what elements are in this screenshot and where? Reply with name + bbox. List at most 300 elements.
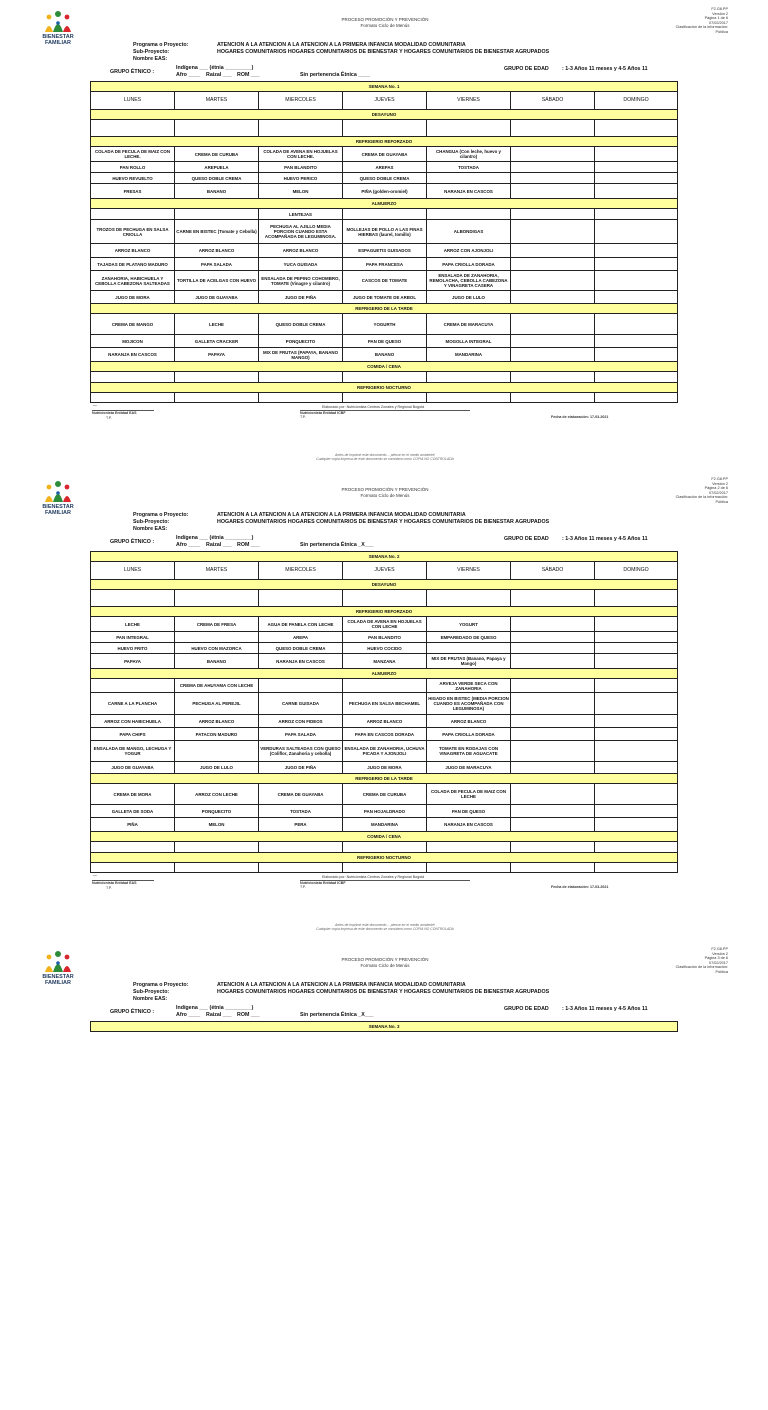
menu-cell: ARROZ BLANCO <box>259 244 343 258</box>
menu-cell: NARANJA EN CASCOS <box>259 654 343 669</box>
signature-icbf <box>300 875 470 890</box>
blank-row <box>91 393 678 403</box>
menu-cell: YOGURTH <box>343 314 427 335</box>
weekday-header: LUNES <box>91 562 175 580</box>
menu-cell <box>595 643 678 654</box>
menu-cell: TROZOS DE PECHUGA EN SALSA CRIOLLA <box>91 220 175 244</box>
menu-cell <box>511 314 595 335</box>
menu-cell: HUEVO PERICO <box>259 173 343 184</box>
menu-cell <box>595 184 678 199</box>
document-code-line: Página 2 de 6 <box>704 486 728 491</box>
menu-cell <box>595 335 678 348</box>
menu-cell: PAPA EN CASCOS DORADA <box>343 728 427 741</box>
menu-cell <box>427 372 511 383</box>
menu-cell <box>595 679 678 693</box>
document-code-line: Pública <box>715 499 728 504</box>
menu-cell <box>91 842 175 853</box>
menu-cell: PAPA SALADA <box>175 258 259 271</box>
signature-icbf <box>300 405 470 420</box>
document-code-line: Versión 2 <box>712 951 728 956</box>
menu-cell <box>511 693 595 715</box>
section-row <box>91 110 678 120</box>
menu-cell <box>511 173 595 184</box>
menu-cell <box>343 209 427 220</box>
section-almuerzo: ALMUERZO <box>91 669 678 679</box>
menu-cell <box>91 372 175 383</box>
menu-cell <box>595 173 678 184</box>
menu-cell <box>91 209 175 220</box>
subproyecto-value: HOGARES COMUNITARIOS HOGARES COMUNITARIOS DE BIENESTAR Y HOGARES COMUNITARIOS DE BIENESTAR AGRUPADOS <box>217 519 550 525</box>
section-row <box>91 199 678 209</box>
menu-cell <box>427 173 511 184</box>
signature-role: Nutricionista Entidad ICBF <box>300 880 346 885</box>
handwritten-signature: ~ <box>92 402 98 410</box>
menu-cell: COLADA DE AVENA EN HOJUELAS CON LECHE <box>343 617 427 632</box>
grupo-edad-label: GRUPO DE EDAD <box>504 536 549 542</box>
section-row <box>91 607 678 617</box>
menu-cell: YUCA GUISADA <box>259 258 343 271</box>
programa-label: Programa o Proyecto: <box>133 512 189 518</box>
print-note-line: Antes de imprimir este documento… piense en el medio ambiente! <box>334 453 436 457</box>
menu-cell <box>511 805 595 818</box>
menu-cell <box>427 590 511 607</box>
menu-cell: CREMA DE CURUBA <box>343 784 427 805</box>
grupo-edad-value: : 1-3 Años 11 meses y 4-5 Años 11 <box>562 536 648 542</box>
menu-cell: AREPAS <box>343 162 427 173</box>
menu-cell: PONQUECITO <box>175 805 259 818</box>
menu-cell <box>91 679 175 693</box>
menu-cell: CARNE A LA PLANCHA <box>91 693 175 715</box>
menu-cell: CHANGUA (Con leche, huevo y cilantro) <box>427 147 511 162</box>
menu-row <box>91 741 678 762</box>
handwritten-signature: ~ <box>92 872 98 880</box>
blank-row <box>91 863 678 873</box>
menu-cell: MELON <box>259 184 343 199</box>
menu-cell <box>595 805 678 818</box>
document-code-line: Página 1 de 6 <box>704 16 728 21</box>
section-row <box>91 853 678 863</box>
menu-row <box>91 220 678 244</box>
menu-cell <box>91 393 175 403</box>
document-code-line: Clasificación de la información: <box>675 495 728 500</box>
menu-cell <box>511 335 595 348</box>
menu-cell: AGUA DE PANELA CON LECHE <box>259 617 343 632</box>
menu-cell: PAN DE QUESO <box>343 335 427 348</box>
weekday-header: MIERCOLES <box>259 562 343 580</box>
menu-cell: CREMA DE MORA <box>91 784 175 805</box>
menu-cell <box>511 617 595 632</box>
menu-cell <box>595 244 678 258</box>
menu-cell: MANDARINA <box>427 348 511 362</box>
process-title: PROCESO PROMOCIÓN Y PREVENCIÓN <box>341 487 429 492</box>
menu-cell <box>427 393 511 403</box>
menu-cell <box>595 762 678 774</box>
menu-cell: HUEVO FRITO <box>91 643 175 654</box>
menu-row <box>91 805 678 818</box>
menu-cell <box>595 291 678 304</box>
family-logo-icon <box>43 10 73 34</box>
afro-field: Afro ____ <box>176 542 201 548</box>
menu-cell: PAPA FRANCESA <box>343 258 427 271</box>
menu-cell <box>175 842 259 853</box>
menu-cell: PAN DE QUESO <box>427 805 511 818</box>
menu-cell <box>259 372 343 383</box>
menu-cell <box>259 863 343 873</box>
menu-row <box>91 348 678 362</box>
weekday-header: VIERNES <box>427 562 511 580</box>
sin-pertenencia-field: Sin pertenencia Étnica ____ <box>300 72 371 78</box>
menu-cell <box>595 693 678 715</box>
menu-page <box>0 470 768 940</box>
menu-cell: QUESO DOBLE CREMA <box>259 314 343 335</box>
menu-cell: PECHUGA EN SALSA BECHAMEL <box>343 693 427 715</box>
grupo-edad-label: GRUPO DE EDAD <box>504 1006 549 1012</box>
menu-cell <box>511 632 595 643</box>
menu-cell <box>595 863 678 873</box>
elaborado-por: Elaborado por: Nutricionista Centros Zonales y Regional Bogotá <box>322 875 425 879</box>
menu-cell: ZANAHORIA, HABICHUELA Y CEBOLLA CABEZONA SALTEADAS <box>91 271 175 291</box>
menu-row <box>91 209 678 220</box>
weekday-header-row <box>91 92 678 110</box>
menu-cell <box>511 393 595 403</box>
icbf-logo <box>34 10 82 46</box>
menu-cell: JUGO DE PIÑA <box>259 762 343 774</box>
menu-cell: ENSALADA DE ZANAHORIA, REMOLACHA, CEBOLLA CABEZONA Y VINAGRETA CASERA <box>427 271 511 291</box>
menu-cell: HIGADO EN BISTEC (MEDIA PORCION CUANDO ES ACOMPAÑADA CON LEGUMINOSA) <box>427 693 511 715</box>
menu-cell <box>511 120 595 137</box>
menu-cell: PECHUGA AL PEREJIL <box>175 693 259 715</box>
document-header <box>260 957 510 969</box>
section-row <box>91 137 678 147</box>
family-logo-icon <box>43 950 73 974</box>
menu-row <box>91 147 678 162</box>
menu-cell: ARROZ CON FIDEOS <box>259 715 343 728</box>
document-code-line: 07/02/2017 <box>708 490 728 495</box>
section-refrigerio-tarde: REFRIGERIO DE LA TARDE <box>91 774 678 784</box>
menu-cell: ENSALADA DE ZANAHORIA, UCHUVA PICADA Y AJONJOLI <box>343 741 427 762</box>
menu-cell: MOJICON <box>91 335 175 348</box>
print-note <box>300 453 470 462</box>
menu-row <box>91 162 678 173</box>
menu-cell <box>595 209 678 220</box>
menu-row <box>91 291 678 304</box>
signature-tp: T.P. <box>106 415 112 420</box>
weekday-header: VIERNES <box>427 92 511 110</box>
menu-cell <box>343 842 427 853</box>
menu-cell: PONQUECITO <box>259 335 343 348</box>
menu-cell: QUESO DOBLE CREMA <box>259 643 343 654</box>
nombre-eas-label: Nombre EAS: <box>133 526 168 532</box>
section-row <box>91 580 678 590</box>
weekday-header: JUEVES <box>343 92 427 110</box>
menu-cell: JUGO DE TOMATE DE ARBOL <box>343 291 427 304</box>
document-code-line: 07/02/2017 <box>708 20 728 25</box>
menu-cell: CREMA DE CURUBA <box>175 147 259 162</box>
week-number: SEMANA No. 3 <box>91 1022 678 1032</box>
menu-cell <box>175 632 259 643</box>
menu-cell: COLADA DE FECULA DE MAIZ CON LECHE. <box>91 147 175 162</box>
weekday-header: JUEVES <box>343 562 427 580</box>
week-number: SEMANA No. 1 <box>91 82 678 92</box>
sin-pertenencia-field: Sin pertenencia Étnica _X___ <box>300 542 374 548</box>
section-almuerzo: ALMUERZO <box>91 199 678 209</box>
menu-cell: JUGO DE LULO <box>427 291 511 304</box>
section-row <box>91 552 678 562</box>
rom-field: ROM ___ <box>237 542 260 548</box>
menu-row <box>91 184 678 199</box>
grupo-etnico-label: GRUPO ÉTNICO : <box>110 69 155 75</box>
signature-tp: T.P. <box>106 885 112 890</box>
indigena-field: Indígena ___ (étnia _________) <box>176 65 254 71</box>
menu-row <box>91 335 678 348</box>
print-note-line: Cualquier copia impresa de este documento se considera como COPIA NO CONTROLADA <box>316 927 454 932</box>
menu-cell <box>259 842 343 853</box>
format-title: Formato Ciclo de Menús <box>360 963 410 968</box>
programa-label: Programa o Proyecto: <box>133 982 189 988</box>
menu-cell <box>175 209 259 220</box>
menu-cell <box>259 679 343 693</box>
menu-cell: CASCOS DE TOMATE <box>343 271 427 291</box>
weekday-header: DOMINGO <box>595 92 678 110</box>
menu-cell: MANZANA <box>343 654 427 669</box>
format-title: Formato Ciclo de Menús <box>360 493 410 498</box>
menu-cell: JUGO DE MARACUYA <box>427 762 511 774</box>
menu-row <box>91 173 678 184</box>
signature-role: Nutricionista Entidad ICBF <box>300 410 346 415</box>
signature-role: Nutricionista Entidad EAS <box>92 881 137 885</box>
logo-text-line: FAMILIAR <box>45 40 71 46</box>
menu-cell: ARROZ BLANCO <box>427 715 511 728</box>
menu-cell: MOGOLLA INTEGRAL <box>427 335 511 348</box>
menu-row <box>91 784 678 805</box>
menu-cell: CREMA DE MARACUYA <box>427 314 511 335</box>
weekday-header: LUNES <box>91 92 175 110</box>
menu-cell: CREMA DE FRESA <box>175 617 259 632</box>
menu-cell: EMPAREDADO DE QUESO <box>427 632 511 643</box>
menu-cell: NARANJA EN CASCOS <box>427 818 511 832</box>
logo-text-line: BIENESTAR <box>42 974 74 980</box>
menu-cell <box>343 590 427 607</box>
menu-cell <box>175 120 259 137</box>
programa-value: ATENCION A LA ATENCION A LA ATENCION A LA PRIMERA INFANCIA MODALIDAD COMUNITARIA <box>217 512 466 518</box>
menu-cell: HUEVO COCIDO <box>343 643 427 654</box>
rom-field: ROM ___ <box>237 72 260 78</box>
indigena-field: Indígena ___ (étnia _________) <box>176 535 254 541</box>
menu-cell: PATACON MADURO <box>175 728 259 741</box>
week-number: SEMANA No. 2 <box>91 552 678 562</box>
menu-cell: JUGO DE LULO <box>175 762 259 774</box>
menu-cell: JUGO DE MORA <box>91 291 175 304</box>
section-row <box>91 1022 678 1032</box>
grupo-edad-value: : 1-3 Años 11 meses y 4-5 Años 11 <box>562 1006 648 1012</box>
menu-table <box>90 551 678 873</box>
menu-cell: PERA <box>259 818 343 832</box>
weekday-header: MARTES <box>175 562 259 580</box>
menu-cell <box>511 209 595 220</box>
menu-row <box>91 818 678 832</box>
menu-cell <box>511 590 595 607</box>
nombre-eas-label: Nombre EAS: <box>133 56 168 62</box>
subproyecto-label: Sub-Proyecto: <box>133 49 170 55</box>
format-title: Formato Ciclo de Menús <box>360 23 410 28</box>
logo-text-line: BIENESTAR <box>42 504 74 510</box>
menu-cell: JUGO DE PIÑA <box>259 291 343 304</box>
menu-cell <box>259 590 343 607</box>
section-row <box>91 362 678 372</box>
menu-cell: PAPA CRIOLLA DORADA <box>427 258 511 271</box>
menu-cell <box>595 728 678 741</box>
menu-cell: GALLETA DE SODA <box>91 805 175 818</box>
menu-cell: PAN ROLLO <box>91 162 175 173</box>
process-title: PROCESO PROMOCIÓN Y PREVENCIÓN <box>341 957 429 962</box>
menu-cell <box>511 184 595 199</box>
menu-cell <box>343 863 427 873</box>
menu-cell <box>595 147 678 162</box>
menu-cell: PAPAYA <box>175 348 259 362</box>
signature-eas <box>92 410 154 420</box>
menu-cell: VERDURAS SALTEADAS CON QUESO (Coliflor, Zanahoria y cebolla) <box>259 741 343 762</box>
menu-cell: QUESO DOBLE CREMA <box>175 173 259 184</box>
menu-cell: TOSTADA <box>259 805 343 818</box>
menu-cell <box>595 393 678 403</box>
menu-row <box>91 762 678 774</box>
menu-cell <box>175 741 259 762</box>
document-header <box>260 17 510 29</box>
print-note-line: Cualquier copia impresa de este documento se considera como COPIA NO CONTROLADA <box>316 457 454 462</box>
document-code-block <box>628 477 728 505</box>
menu-cell: PAPA SALADA <box>259 728 343 741</box>
sin-pertenencia-field: Sin pertenencia Étnica _X___ <box>300 1012 374 1018</box>
menu-cell: PAPA CHIPS <box>91 728 175 741</box>
menu-cell <box>511 784 595 805</box>
menu-cell: PIÑA <box>91 818 175 832</box>
menu-cell <box>343 372 427 383</box>
menu-cell <box>175 863 259 873</box>
menu-row <box>91 643 678 654</box>
menu-cell <box>175 590 259 607</box>
weekday-header: SÁBADO <box>511 92 595 110</box>
menu-cell: ARROZ BLANCO <box>91 244 175 258</box>
menu-cell <box>511 244 595 258</box>
menu-cell <box>259 120 343 137</box>
menu-cell: PAPA CRIOLLA DORADA <box>427 728 511 741</box>
print-note-line: Antes de imprimir este documento… piense en el medio ambiente! <box>334 923 436 927</box>
menu-cell <box>511 762 595 774</box>
menu-cell <box>595 632 678 643</box>
menu-cell: PAN BLANDITO <box>259 162 343 173</box>
afro-field: Afro ____ <box>176 1012 201 1018</box>
menu-cell: PAN BLANDITO <box>343 632 427 643</box>
menu-cell: YOGURT <box>427 617 511 632</box>
document-code-block <box>628 947 728 975</box>
menu-cell: JUGO DE GUAYABA <box>91 762 175 774</box>
menu-cell: LECHE <box>91 617 175 632</box>
menu-cell <box>175 393 259 403</box>
menu-cell: ESPAGUETIS GUISADOS <box>343 244 427 258</box>
document-code-line: 07/02/2017 <box>708 960 728 965</box>
menu-cell: COLADA DE AVENA EN HOJUELAS CON LECHE. <box>259 147 343 162</box>
programa-value: ATENCION A LA ATENCION A LA ATENCION A LA PRIMERA INFANCIA MODALIDAD COMUNITARIA <box>217 982 466 988</box>
menu-cell <box>595 617 678 632</box>
section-row <box>91 832 678 842</box>
menu-cell: ARVEJA VERDE SECA CON ZANAHORIA <box>427 679 511 693</box>
icbf-logo <box>34 480 82 516</box>
menu-cell <box>427 120 511 137</box>
menu-cell: JUGO DE GUAYABA <box>175 291 259 304</box>
document-code-line: Clasificación de la información: <box>675 965 728 970</box>
menu-cell <box>343 120 427 137</box>
print-note <box>300 923 470 932</box>
document-code-line: Pública <box>715 969 728 974</box>
menu-cell: FRESAS <box>91 184 175 199</box>
menu-cell: MIX DE FRUTAS (Banano, Papaya y Mango) <box>427 654 511 669</box>
fecha-elaboracion: Fecha de elaboración: 17-03-2021 <box>551 415 609 419</box>
menu-cell: LECHE <box>175 314 259 335</box>
document-header <box>260 487 510 499</box>
menu-cell: MELON <box>175 818 259 832</box>
section-row <box>91 304 678 314</box>
menu-cell <box>511 372 595 383</box>
menu-cell <box>595 220 678 244</box>
menu-cell: CARNE GUISADA <box>259 693 343 715</box>
menu-cell: QUESO DOBLE CREMA <box>343 173 427 184</box>
menu-cell: ARROZ CON LECHE <box>175 784 259 805</box>
section-comida: COMIDA / CENA <box>91 832 678 842</box>
subproyecto-value: HOGARES COMUNITARIOS HOGARES COMUNITARIOS DE BIENESTAR Y HOGARES COMUNITARIOS DE BIENESTAR AGRUPADOS <box>217 49 550 55</box>
document-code-line: Versión 2 <box>712 481 728 486</box>
rom-field: ROM ___ <box>237 1012 260 1018</box>
section-comida: COMIDA / CENA <box>91 362 678 372</box>
menu-cell <box>595 715 678 728</box>
menu-cell: COLADA DE FECULA DE MAIZ CON LECHE <box>427 784 511 805</box>
menu-cell: NARANJA EN CASCOS <box>427 184 511 199</box>
menu-cell: TOSTADA <box>427 162 511 173</box>
process-title: PROCESO PROMOCIÓN Y PREVENCIÓN <box>341 17 429 22</box>
menu-cell <box>175 372 259 383</box>
menu-cell: MOLLEJAS DE POLLO A LAS FINAS HIERBAS (laurel, tomillo) <box>343 220 427 244</box>
menu-cell <box>259 393 343 403</box>
menu-row <box>91 715 678 728</box>
menu-cell <box>595 654 678 669</box>
menu-cell: LENTEJAS <box>259 209 343 220</box>
fecha-elaboracion: Fecha de elaboración: 17-03-2021 <box>551 885 609 889</box>
subproyecto-label: Sub-Proyecto: <box>133 989 170 995</box>
document-code-line: Clasificación de la información: <box>675 25 728 30</box>
menu-cell <box>595 372 678 383</box>
document-code-line: Pública <box>715 29 728 34</box>
menu-cell <box>595 348 678 362</box>
section-row <box>91 82 678 92</box>
menu-row <box>91 271 678 291</box>
menu-cell <box>91 120 175 137</box>
menu-cell <box>511 220 595 244</box>
logo-text-line: FAMILIAR <box>45 510 71 516</box>
signature-eas <box>92 880 154 890</box>
raizal-field: Raizal ___ <box>206 542 232 548</box>
menu-cell: CREMA DE AHUYAMA CON LECHE <box>175 679 259 693</box>
programa-value: ATENCION A LA ATENCION A LA ATENCION A LA PRIMERA INFANCIA MODALIDAD COMUNITARIA <box>217 42 466 48</box>
menu-cell <box>595 818 678 832</box>
logo-text-line: BIENESTAR <box>42 34 74 40</box>
menu-cell: ENSALADA DE PEPINO COHOMBRO, TOMATE (Vinagre y cilantro) <box>259 271 343 291</box>
menu-cell <box>511 654 595 669</box>
menu-page <box>0 940 768 1410</box>
menu-row <box>91 728 678 741</box>
menu-cell <box>511 679 595 693</box>
menu-cell <box>595 590 678 607</box>
menu-cell: TAJADAS DE PLATANO MADURO <box>91 258 175 271</box>
section-refrigerio-nocturno: REFRIGERIO NOCTURNO <box>91 853 678 863</box>
